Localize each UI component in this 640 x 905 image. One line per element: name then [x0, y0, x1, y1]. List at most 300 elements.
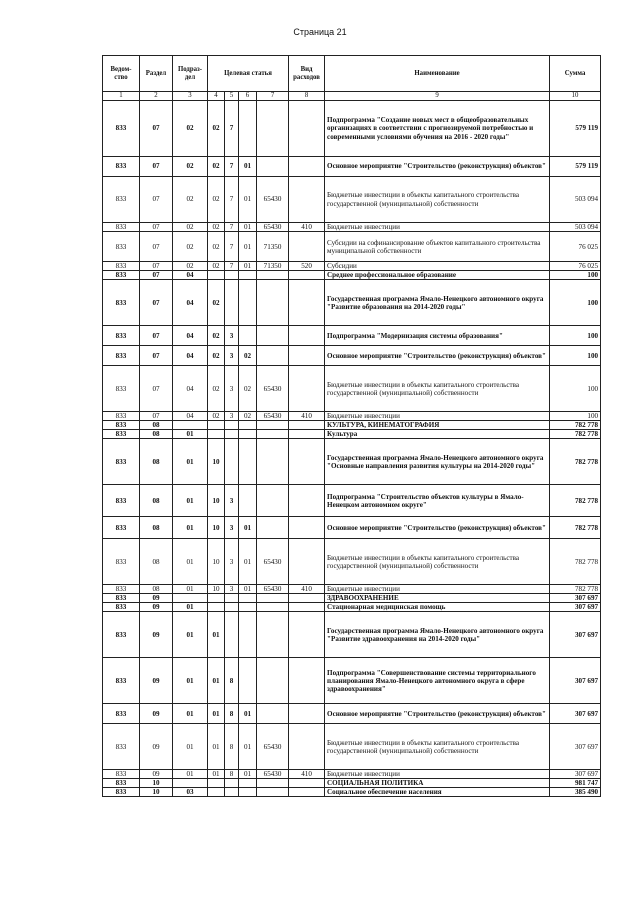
cell-podrazdel: 03 [173, 788, 208, 797]
table-row [103, 779, 601, 788]
cell-expense-type [289, 326, 325, 346]
cell-razdel: 07 [140, 412, 173, 421]
cell-subprogram: 8 [225, 724, 239, 770]
cell-sum: 307 697 [550, 770, 601, 779]
column-number: 10 [550, 92, 601, 101]
cell-expense-type: 410 [289, 770, 325, 779]
cell-ved: 833 [103, 430, 140, 439]
cell-program: 02 [208, 223, 225, 232]
cell-podrazdel: 02 [173, 223, 208, 232]
cell-ved: 833 [103, 539, 140, 585]
cell-razdel: 07 [140, 346, 173, 366]
page-number-label: Страница 21 [293, 27, 347, 37]
cell-direction [257, 157, 289, 177]
cell-ved: 833 [103, 223, 140, 232]
cell-podrazdel: 01 [173, 430, 208, 439]
cell-expense-type [289, 366, 325, 412]
cell-podrazdel: 01 [173, 485, 208, 517]
cell-name: Государственная программа Ямало-Ненецкого автономного округа "Основные направления развития культуры на 2014-2020 годы" [325, 439, 550, 485]
cell-expense-type [289, 594, 325, 603]
cell-measure: 01 [239, 704, 257, 724]
cell-subprogram: 7 [225, 101, 239, 157]
cell-podrazdel: 04 [173, 412, 208, 421]
cell-podrazdel: 02 [173, 177, 208, 223]
cell-measure [239, 421, 257, 430]
cell-measure: 02 [239, 366, 257, 412]
column-number: 7 [257, 92, 289, 101]
cell-program: 10 [208, 485, 225, 517]
cell-podrazdel: 01 [173, 704, 208, 724]
table-row [103, 412, 601, 421]
cell-direction: 65430 [257, 366, 289, 412]
cell-direction: 65430 [257, 412, 289, 421]
cell-direction [257, 658, 289, 704]
cell-sum: 307 697 [550, 594, 601, 603]
cell-expense-type: 410 [289, 585, 325, 594]
cell-name: Основное мероприятие "Строительство (реконструкция) объектов" [325, 346, 550, 366]
cell-direction: 71350 [257, 232, 289, 262]
cell-ved: 833 [103, 177, 140, 223]
cell-name: Государственная программа Ямало-Ненецкого автономного округа "Развитие здравоохранения на 2014-2020 годы" [325, 612, 550, 658]
cell-program: 01 [208, 724, 225, 770]
cell-razdel: 08 [140, 430, 173, 439]
cell-razdel: 09 [140, 704, 173, 724]
cell-ved: 833 [103, 704, 140, 724]
cell-subprogram: 7 [225, 177, 239, 223]
cell-sum: 981 747 [550, 779, 601, 788]
cell-sum: 307 697 [550, 704, 601, 724]
cell-ved: 833 [103, 232, 140, 262]
cell-measure: 01 [239, 177, 257, 223]
cell-podrazdel: 01 [173, 603, 208, 612]
cell-podrazdel: 01 [173, 585, 208, 594]
column-number-row [103, 92, 601, 101]
cell-subprogram: 7 [225, 223, 239, 232]
cell-program: 10 [208, 585, 225, 594]
cell-podrazdel: 01 [173, 439, 208, 485]
cell-name: Основное мероприятие "Строительство (реконструкция) объектов" [325, 157, 550, 177]
table-row [103, 232, 601, 262]
cell-subprogram: 8 [225, 658, 239, 704]
cell-ved: 833 [103, 101, 140, 157]
cell-subprogram: 3 [225, 517, 239, 539]
cell-subprogram: 7 [225, 157, 239, 177]
table-row [103, 101, 601, 157]
cell-razdel: 07 [140, 280, 173, 326]
column-number: 5 [225, 92, 239, 101]
cell-subprogram: 3 [225, 366, 239, 412]
table-row [103, 658, 601, 704]
cell-subprogram [225, 779, 239, 788]
cell-razdel: 08 [140, 517, 173, 539]
header-podrazdel: Подраз-дел [173, 56, 208, 92]
cell-razdel: 08 [140, 485, 173, 517]
cell-ved: 833 [103, 346, 140, 366]
table-row [103, 326, 601, 346]
cell-podrazdel: 04 [173, 366, 208, 412]
cell-subprogram: 3 [225, 485, 239, 517]
cell-name: Среднее профессиональное образование [325, 271, 550, 280]
column-number: 3 [173, 92, 208, 101]
cell-program: 02 [208, 366, 225, 412]
column-number: 6 [239, 92, 257, 101]
cell-sum: 76 025 [550, 262, 601, 271]
cell-measure: 01 [239, 585, 257, 594]
cell-measure [239, 326, 257, 346]
cell-subprogram: 3 [225, 412, 239, 421]
header-row [103, 56, 601, 92]
cell-ved: 833 [103, 485, 140, 517]
cell-name: Бюджетные инвестиции [325, 223, 550, 232]
cell-name: Бюджетные инвестиции в объекты капитального строительства государственной (муниципальной) собственности [325, 539, 550, 585]
cell-razdel: 09 [140, 603, 173, 612]
cell-program: 01 [208, 770, 225, 779]
column-number: 1 [103, 92, 140, 101]
cell-name: СОЦИАЛЬНАЯ ПОЛИТИКА [325, 779, 550, 788]
cell-expense-type [289, 788, 325, 797]
cell-measure: 01 [239, 223, 257, 232]
cell-subprogram [225, 612, 239, 658]
cell-subprogram [225, 430, 239, 439]
cell-expense-type [289, 704, 325, 724]
cell-ved: 833 [103, 439, 140, 485]
cell-name: Подпрограмма "Создание новых мест в общеобразовательных организациях в соответствии с прогнозируемой потребностью и современными условиями обучения на 2016 - 2020 годы" [325, 101, 550, 157]
cell-sum: 579 119 [550, 101, 601, 157]
cell-podrazdel: 02 [173, 232, 208, 262]
cell-name: Бюджетные инвестиции в объекты капитального строительства государственной (муниципальной) собственности [325, 177, 550, 223]
cell-measure [239, 485, 257, 517]
cell-razdel: 08 [140, 421, 173, 430]
cell-podrazdel: 01 [173, 770, 208, 779]
cell-sum: 782 778 [550, 539, 601, 585]
cell-ved: 833 [103, 788, 140, 797]
cell-name: Бюджетные инвестиции в объекты капитального строительства государственной (муниципальной) собственности [325, 366, 550, 412]
cell-expense-type [289, 280, 325, 326]
cell-ved: 833 [103, 658, 140, 704]
cell-razdel: 08 [140, 439, 173, 485]
cell-subprogram: 8 [225, 704, 239, 724]
cell-measure [239, 658, 257, 704]
cell-direction [257, 346, 289, 366]
cell-subprogram [225, 603, 239, 612]
cell-razdel: 07 [140, 223, 173, 232]
table-row [103, 366, 601, 412]
cell-sum: 782 778 [550, 485, 601, 517]
cell-expense-type [289, 232, 325, 262]
cell-name: Социальное обеспечение населения [325, 788, 550, 797]
cell-measure: 01 [239, 724, 257, 770]
cell-direction [257, 101, 289, 157]
cell-measure: 02 [239, 346, 257, 366]
cell-name: Основное мероприятие "Строительство (реконструкция) объектов" [325, 517, 550, 539]
cell-direction: 71350 [257, 262, 289, 271]
cell-direction [257, 704, 289, 724]
cell-sum: 385 490 [550, 788, 601, 797]
cell-measure: 01 [239, 770, 257, 779]
column-number: 2 [140, 92, 173, 101]
cell-razdel: 07 [140, 157, 173, 177]
cell-expense-type [289, 430, 325, 439]
cell-measure: 01 [239, 157, 257, 177]
cell-sum: 503 094 [550, 177, 601, 223]
cell-sum: 100 [550, 326, 601, 346]
cell-measure: 01 [239, 539, 257, 585]
cell-expense-type [289, 539, 325, 585]
cell-measure [239, 271, 257, 280]
cell-podrazdel: 01 [173, 517, 208, 539]
cell-subprogram [225, 788, 239, 797]
cell-program: 02 [208, 177, 225, 223]
cell-expense-type [289, 779, 325, 788]
cell-direction [257, 779, 289, 788]
budget-table [102, 55, 601, 797]
cell-subprogram: 3 [225, 326, 239, 346]
cell-sum: 782 778 [550, 439, 601, 485]
cell-measure [239, 779, 257, 788]
cell-expense-type [289, 724, 325, 770]
header-name: Наименование [325, 56, 550, 92]
cell-expense-type [289, 603, 325, 612]
cell-podrazdel: 01 [173, 658, 208, 704]
cell-podrazdel: 01 [173, 539, 208, 585]
cell-razdel: 07 [140, 326, 173, 346]
table-row [103, 177, 601, 223]
cell-razdel: 09 [140, 724, 173, 770]
cell-sum: 782 778 [550, 430, 601, 439]
header-ved: Ведом-ство [103, 56, 140, 92]
cell-program [208, 430, 225, 439]
cell-expense-type [289, 612, 325, 658]
cell-program: 02 [208, 280, 225, 326]
cell-sum: 782 778 [550, 517, 601, 539]
cell-measure: 01 [239, 262, 257, 271]
cell-name: Подпрограмма "Строительство объектов культуры в Ямало-Ненецком автономном округе" [325, 485, 550, 517]
cell-razdel: 08 [140, 585, 173, 594]
cell-podrazdel: 01 [173, 724, 208, 770]
cell-direction: 65430 [257, 585, 289, 594]
cell-direction [257, 788, 289, 797]
cell-razdel: 09 [140, 594, 173, 603]
header-sum: Сумма [550, 56, 601, 92]
cell-measure: 02 [239, 412, 257, 421]
cell-ved: 833 [103, 157, 140, 177]
cell-program [208, 788, 225, 797]
cell-sum: 100 [550, 366, 601, 412]
table-row [103, 280, 601, 326]
cell-name: Бюджетные инвестиции [325, 412, 550, 421]
cell-program: 02 [208, 101, 225, 157]
table-row [103, 262, 601, 271]
cell-sum: 76 025 [550, 232, 601, 262]
cell-razdel: 10 [140, 788, 173, 797]
cell-name: Подпрограмма "Совершенствование системы территориального планирования Ямало-Ненецкого автономного округа в сфере здравоохранения" [325, 658, 550, 704]
cell-measure [239, 603, 257, 612]
cell-sum: 782 778 [550, 421, 601, 430]
cell-podrazdel: 04 [173, 280, 208, 326]
cell-measure [239, 594, 257, 603]
table-row [103, 157, 601, 177]
column-number: 8 [289, 92, 325, 101]
cell-sum: 307 697 [550, 724, 601, 770]
cell-ved: 833 [103, 412, 140, 421]
cell-program: 10 [208, 539, 225, 585]
table-row [103, 485, 601, 517]
cell-program: 01 [208, 704, 225, 724]
table-row [103, 612, 601, 658]
cell-sum: 307 697 [550, 612, 601, 658]
table-row [103, 724, 601, 770]
cell-direction [257, 326, 289, 346]
table-row [103, 770, 601, 779]
cell-subprogram: 3 [225, 539, 239, 585]
cell-sum: 100 [550, 271, 601, 280]
cell-program: 01 [208, 612, 225, 658]
column-number: 4 [208, 92, 225, 101]
cell-expense-type [289, 485, 325, 517]
cell-ved: 833 [103, 326, 140, 346]
cell-subprogram [225, 271, 239, 280]
table-row [103, 439, 601, 485]
table-row [103, 517, 601, 539]
cell-expense-type [289, 517, 325, 539]
cell-expense-type [289, 101, 325, 157]
cell-measure [239, 101, 257, 157]
cell-direction: 65430 [257, 770, 289, 779]
table-row [103, 271, 601, 280]
cell-program: 02 [208, 157, 225, 177]
cell-measure [239, 612, 257, 658]
cell-ved: 833 [103, 612, 140, 658]
cell-ved: 833 [103, 779, 140, 788]
cell-program: 10 [208, 439, 225, 485]
cell-subprogram: 3 [225, 585, 239, 594]
cell-razdel: 10 [140, 779, 173, 788]
table-row [103, 346, 601, 366]
cell-program: 02 [208, 326, 225, 346]
cell-name: ЗДРАВООХРАНЕНИЕ [325, 594, 550, 603]
cell-direction: 65430 [257, 724, 289, 770]
cell-expense-type [289, 439, 325, 485]
cell-direction [257, 594, 289, 603]
cell-name: Субсидии [325, 262, 550, 271]
table-row [103, 585, 601, 594]
cell-podrazdel: 04 [173, 271, 208, 280]
cell-razdel: 09 [140, 770, 173, 779]
cell-name: Подпрограмма "Модернизация системы образования" [325, 326, 550, 346]
cell-program [208, 421, 225, 430]
cell-direction [257, 517, 289, 539]
cell-program [208, 271, 225, 280]
cell-program: 02 [208, 346, 225, 366]
cell-direction [257, 421, 289, 430]
cell-program: 02 [208, 262, 225, 271]
cell-podrazdel: 04 [173, 326, 208, 346]
cell-measure [239, 788, 257, 797]
cell-ved: 833 [103, 770, 140, 779]
cell-podrazdel [173, 421, 208, 430]
cell-measure: 01 [239, 232, 257, 262]
cell-podrazdel [173, 594, 208, 603]
cell-sum: 307 697 [550, 603, 601, 612]
cell-sum: 579 119 [550, 157, 601, 177]
cell-subprogram: 3 [225, 346, 239, 366]
cell-measure [239, 280, 257, 326]
cell-name: Стационарная медицинская помощь [325, 603, 550, 612]
cell-program [208, 779, 225, 788]
cell-name: Субсидии на софинансирование объектов капитального строительства муниципальной собственности [325, 232, 550, 262]
cell-ved: 833 [103, 724, 140, 770]
cell-program: 01 [208, 658, 225, 704]
table-row [103, 539, 601, 585]
cell-razdel: 07 [140, 177, 173, 223]
header-expense-type: Вид расходов [289, 56, 325, 92]
cell-measure: 01 [239, 517, 257, 539]
cell-expense-type [289, 421, 325, 430]
cell-sum: 782 778 [550, 585, 601, 594]
cell-podrazdel: 02 [173, 157, 208, 177]
cell-name: Бюджетные инвестиции в объекты капитального строительства государственной (муниципальной) собственности [325, 724, 550, 770]
cell-name: Культура [325, 430, 550, 439]
cell-name: Государственная программа Ямало-Ненецкого автономного округа "Развитие образования на 2014-2020 годы" [325, 280, 550, 326]
cell-direction: 65430 [257, 539, 289, 585]
cell-program [208, 594, 225, 603]
cell-name: Основное мероприятие "Строительство (реконструкция) объектов" [325, 704, 550, 724]
cell-ved: 833 [103, 594, 140, 603]
cell-program: 02 [208, 232, 225, 262]
cell-sum: 100 [550, 412, 601, 421]
cell-measure [239, 430, 257, 439]
cell-expense-type [289, 271, 325, 280]
cell-direction [257, 280, 289, 326]
cell-program [208, 603, 225, 612]
cell-podrazdel: 04 [173, 346, 208, 366]
cell-razdel: 07 [140, 232, 173, 262]
cell-razdel: 07 [140, 262, 173, 271]
cell-podrazdel: 02 [173, 101, 208, 157]
cell-razdel: 09 [140, 658, 173, 704]
cell-ved: 833 [103, 271, 140, 280]
cell-direction [257, 430, 289, 439]
cell-subprogram [225, 421, 239, 430]
cell-direction [257, 439, 289, 485]
cell-program: 02 [208, 412, 225, 421]
cell-direction [257, 271, 289, 280]
cell-ved: 833 [103, 366, 140, 412]
cell-subprogram [225, 594, 239, 603]
cell-expense-type: 410 [289, 412, 325, 421]
cell-sum: 100 [550, 346, 601, 366]
table-row [103, 223, 601, 232]
cell-ved: 833 [103, 585, 140, 594]
cell-ved: 833 [103, 517, 140, 539]
table-row [103, 704, 601, 724]
cell-subprogram: 7 [225, 262, 239, 271]
cell-sum: 503 094 [550, 223, 601, 232]
cell-direction [257, 603, 289, 612]
cell-razdel: 07 [140, 271, 173, 280]
header-target-article: Целевая статья [208, 56, 289, 92]
cell-direction: 65430 [257, 223, 289, 232]
cell-subprogram [225, 439, 239, 485]
column-number: 9 [325, 92, 550, 101]
cell-expense-type: 520 [289, 262, 325, 271]
cell-direction: 65430 [257, 177, 289, 223]
cell-name: КУЛЬТУРА, КИНЕМАТОГРАФИЯ [325, 421, 550, 430]
cell-razdel: 08 [140, 539, 173, 585]
cell-expense-type: 410 [289, 223, 325, 232]
table-row [103, 421, 601, 430]
cell-razdel: 07 [140, 366, 173, 412]
